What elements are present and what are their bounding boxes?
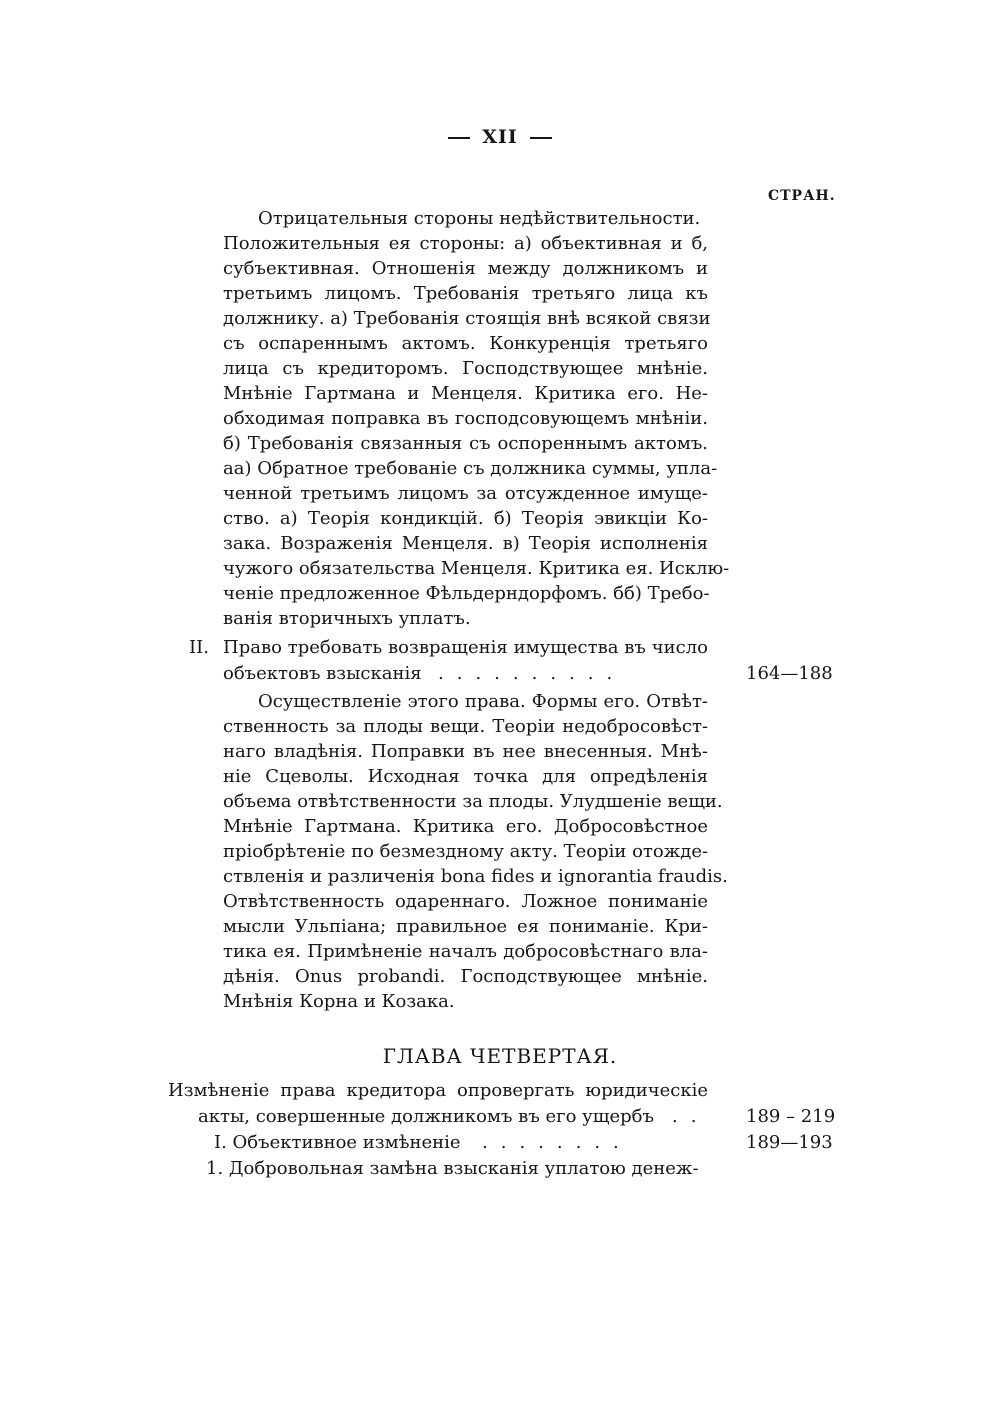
leader-dots: .......... — [438, 663, 626, 684]
text-line: обходимая поправка въ господсовующемъ мнѣніи. — [223, 408, 708, 429]
text-line: лица съ кредиторомъ. Господствующее мнѣніе. — [223, 358, 708, 379]
page-range: 164—188 — [746, 663, 833, 684]
text-line: третьимъ лицомъ. Требованія третьяго лица къ — [223, 283, 708, 304]
text-line: зака. Возраженія Менцеля. в) Теорія исполненія — [223, 533, 708, 554]
chapter-entry-line: Измѣненіе права кредитора опровергать юридическіе — [168, 1080, 708, 1101]
text-line: ство. а) Теорія кондикцій. б) Теорія эвикціи Ко- — [223, 508, 708, 529]
text-line: Мнѣніе Гартмана. Критика его. Добросовѣстное — [223, 816, 708, 837]
text-line: б) Требованія связанныя съ оспореннымъ актомъ. — [223, 433, 708, 454]
chapter-entry-line: акты, совершенные должникомъ въ его ущербъ — [198, 1106, 654, 1127]
subsection-title: I. Объективное измѣненіе — [214, 1132, 461, 1153]
text-line: ванія вторичныхъ уплатъ. — [223, 608, 471, 629]
text-line: Отвѣтственность одареннаго. Ложное пониманіе — [223, 891, 708, 912]
text-line: чужого обязательства Менцеля. Критика ея. Исклю- — [223, 558, 730, 579]
page-range: 189—193 — [746, 1132, 833, 1153]
text-line: ственность за плоды вещи. Теоріи недобросовѣст- — [223, 716, 708, 737]
pages-column-header: СТРАН. — [768, 188, 836, 204]
text-line: ніе Сцеволы. Исходная точка для опредѣленія — [223, 766, 708, 787]
subsection-item: 1. Добровольная замѣна взысканія уплатою денеж- — [206, 1158, 699, 1179]
section-numeral: II. — [189, 637, 209, 658]
chapter-title: ГЛАВА ЧЕТВЕРТАЯ. — [382, 1044, 618, 1068]
text-line: ченной третьимъ лицомъ за отсужденное имуще- — [223, 483, 708, 504]
text-line: ствленія и различенія bona fides и ignorantia fraudis. — [223, 866, 728, 887]
text-line: съ оспареннымъ актомъ. Конкуренція третьяго — [223, 333, 708, 354]
text-line: Мнѣнія Корна и Козака. — [223, 991, 455, 1012]
section-title-line: объектовъ взысканія — [223, 663, 422, 684]
page-number-text: XII — [482, 126, 518, 148]
text-line: Отрицательныя стороны недѣйствительности. — [258, 208, 701, 229]
text-line: Положительныя ея стороны: а) объективная и б, — [223, 233, 708, 254]
leader-dots: .. — [672, 1106, 710, 1127]
text-line: пріобрѣтеніе по безмездному акту. Теоріи отожде- — [223, 841, 709, 862]
text-line: ченіе предложенное Фѣльдерндорфомъ. бб) Требо- — [223, 583, 710, 604]
left-dash — [448, 137, 470, 139]
text-line: тика ея. Примѣненіе началъ добросовѣстнаго вла- — [223, 941, 708, 962]
text-line: аа) Обратное требованіе съ должника суммы, упла- — [223, 458, 718, 479]
text-line: наго владѣнія. Поправки въ нее внесенныя. Мнѣ- — [223, 741, 708, 762]
text-line: Осуществленіе этого права. Формы его. Отвѣт- — [258, 691, 708, 712]
text-line: должнику. а) Требованія стоящія внѣ всякой связи — [223, 308, 711, 329]
text-line: дѣнія. Onus probandi. Господствующее мнѣніе. — [223, 966, 708, 987]
text-line: мысли Ульпіана; правильное ея пониманіе. Кри- — [223, 916, 708, 937]
text-line: Мнѣніе Гартмана и Менцеля. Критика его. Не- — [223, 383, 708, 404]
text-line: субъективная. Отношенія между должникомъ и — [223, 258, 708, 279]
page-range: 189 – 219 — [746, 1106, 836, 1127]
page-number — [0, 126, 1000, 148]
leader-dots: ........ — [482, 1132, 632, 1153]
text-line: объема отвѣтственности за плоды. Улудшеніе вещи. — [223, 791, 723, 812]
right-dash — [530, 137, 552, 139]
section-title-line: Право требовать возвращенія имущества въ число — [223, 637, 708, 658]
